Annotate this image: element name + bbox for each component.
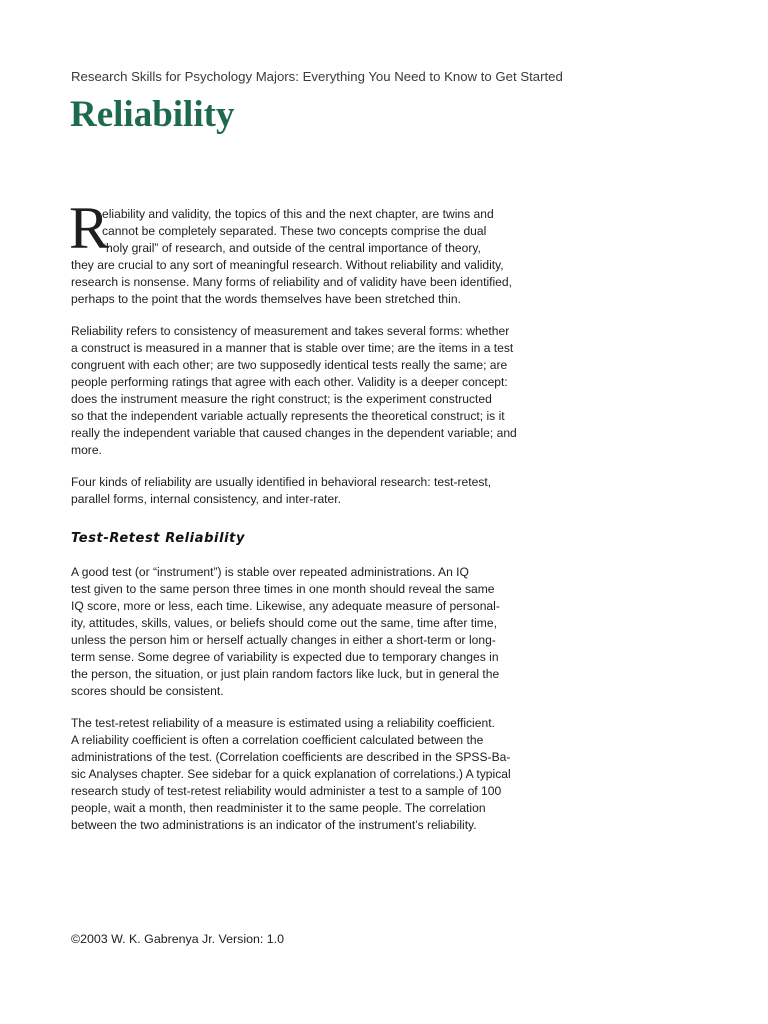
paragraph-line: so that the independent variable actually represents the theoretical construct; is it bbox=[71, 409, 505, 423]
chapter-title: Reliability bbox=[70, 94, 235, 135]
section-heading: Test-Retest Reliability bbox=[71, 531, 246, 546]
paragraph-line: scores should be consistent. bbox=[71, 684, 224, 698]
paragraph-line: between the two administrations is an indicator of the instrument’s reliability. bbox=[71, 818, 477, 832]
paragraph-line: does the instrument measure the right construct; is the experiment constructed bbox=[71, 392, 492, 406]
paragraph-line: eliability and validity, the topics of this and the next chapter, are twins and bbox=[102, 207, 494, 221]
copyright-footer: ©2003 W. K. Gabrenya Jr. Version: 1.0 bbox=[71, 932, 284, 946]
paragraph-line: people performing ratings that agree with each other. Validity is a deeper concept: bbox=[71, 375, 508, 389]
paragraph-line: The test-retest reliability of a measure is estimated using a reliability coefficient. bbox=[71, 716, 495, 730]
kinds-of-reliability-paragraph bbox=[71, 474, 539, 508]
good-test-paragraph bbox=[71, 564, 539, 700]
reliability-definition-paragraph bbox=[71, 323, 539, 459]
paragraph-line: administrations of the test. (Correlation coefficients are described in the SPSS-Ba- bbox=[71, 750, 511, 764]
paragraph-line: ity, attitudes, skills, values, or beliefs should come out the same, time after time, bbox=[71, 616, 497, 630]
paragraph-line: perhaps to the point that the words themselves have been stretched thin. bbox=[71, 292, 461, 306]
paragraph-line: IQ score, more or less, each time. Likewise, any adequate measure of personal- bbox=[71, 599, 500, 613]
paragraph-line: Four kinds of reliability are usually identified in behavioral research: test-retest, bbox=[71, 475, 492, 489]
paragraph-line: A good test (or “instrument”) is stable over repeated administrations. An IQ bbox=[71, 565, 469, 579]
paragraph-line: more. bbox=[71, 443, 102, 457]
paragraph-line: term sense. Some degree of variability is expected due to temporary changes in bbox=[71, 650, 499, 664]
intro-paragraph bbox=[69, 195, 539, 308]
paragraph-line: research is nonsense. Many forms of reliability and of validity have been identified, bbox=[71, 275, 512, 289]
paragraph-line: they are crucial to any sort of meaningful research. Without reliability and validity, bbox=[71, 258, 504, 272]
paragraph-line: really the independent variable that caused changes in the dependent variable; and bbox=[71, 426, 517, 440]
paragraph-line: cannot be completely separated. These two concepts comprise the dual bbox=[102, 224, 487, 238]
paragraph-line: “holy grail” of research, and outside of the central importance of theory, bbox=[102, 241, 481, 255]
test-retest-coefficient-paragraph bbox=[71, 715, 539, 834]
paragraph-line: the person, the situation, or just plain random factors like luck, but in general the bbox=[71, 667, 500, 681]
drop-cap: R bbox=[69, 195, 110, 261]
paragraph-line: parallel forms, internal consistency, and inter-rater. bbox=[71, 492, 341, 506]
paragraph-line: Reliability refers to consistency of measurement and takes several forms: whether bbox=[71, 324, 510, 338]
paragraph-line: people, wait a month, then readminister it to the same people. The correlation bbox=[71, 801, 486, 815]
paragraph-line: a construct is measured in a manner that is stable over time; are the items in a test bbox=[71, 341, 514, 355]
paragraph-line: congruent with each other; are two supposedly identical tests really the same; are bbox=[71, 358, 508, 372]
running-header: Research Skills for Psychology Majors: Everything You Need to Know to Get Started bbox=[71, 69, 563, 84]
paragraph-line: research study of test-retest reliability would administer a test to a sample of 100 bbox=[71, 784, 502, 798]
paragraph-line: unless the person him or herself actually changes in either a short-term or long- bbox=[71, 633, 496, 647]
paragraph-line: A reliability coefficient is often a correlation coefficient calculated between the bbox=[71, 733, 484, 747]
paragraph-line: sic Analyses chapter. See sidebar for a quick explanation of correlations.) A typical bbox=[71, 767, 511, 781]
paragraph-line: test given to the same person three times in one month should reveal the same bbox=[71, 582, 495, 596]
